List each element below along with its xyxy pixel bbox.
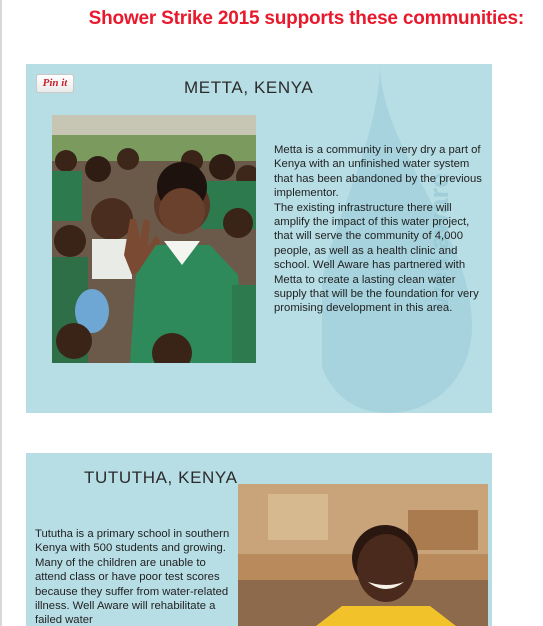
tututha-student-photo bbox=[238, 484, 488, 626]
metta-children-photo bbox=[52, 115, 256, 363]
community-description-metta bbox=[274, 143, 488, 316]
community-card-metta bbox=[26, 64, 492, 413]
pin-it-button[interactable]: Pin it bbox=[36, 74, 74, 93]
description-paragraph: Metta is a community in very dry a part of Kenya with an unfinished water system that has been abandoned by the previous implementor. bbox=[274, 144, 482, 200]
left-divider bbox=[0, 0, 2, 626]
community-card-tututha bbox=[26, 453, 492, 626]
community-title-metta: METTA, KENYA bbox=[184, 78, 314, 97]
community-title-tututha: TUTUTHA, KENYA bbox=[84, 468, 238, 487]
page-heading: Shower Strike 2015 supports these communities: bbox=[88, 8, 524, 29]
community-description-tututha: Tututha is a primary school in southern Kenya with 500 students and growing. Many of the children are unable to attend class or have poor test scores because they suffer from water-related illness. Well Aware will rehabilitate a failed water bbox=[35, 528, 230, 626]
description-paragraph: The existing infrastructure there will amplify the impact of this water project, that will serve the community of 4,000 people, as well as a health clinic and school. Well Aware has partnered with Metta to create a lasting clean water supply that will be the foundation for very promising development in this area. bbox=[274, 201, 479, 315]
well-aware-watermark: well aware bbox=[424, 172, 454, 308]
